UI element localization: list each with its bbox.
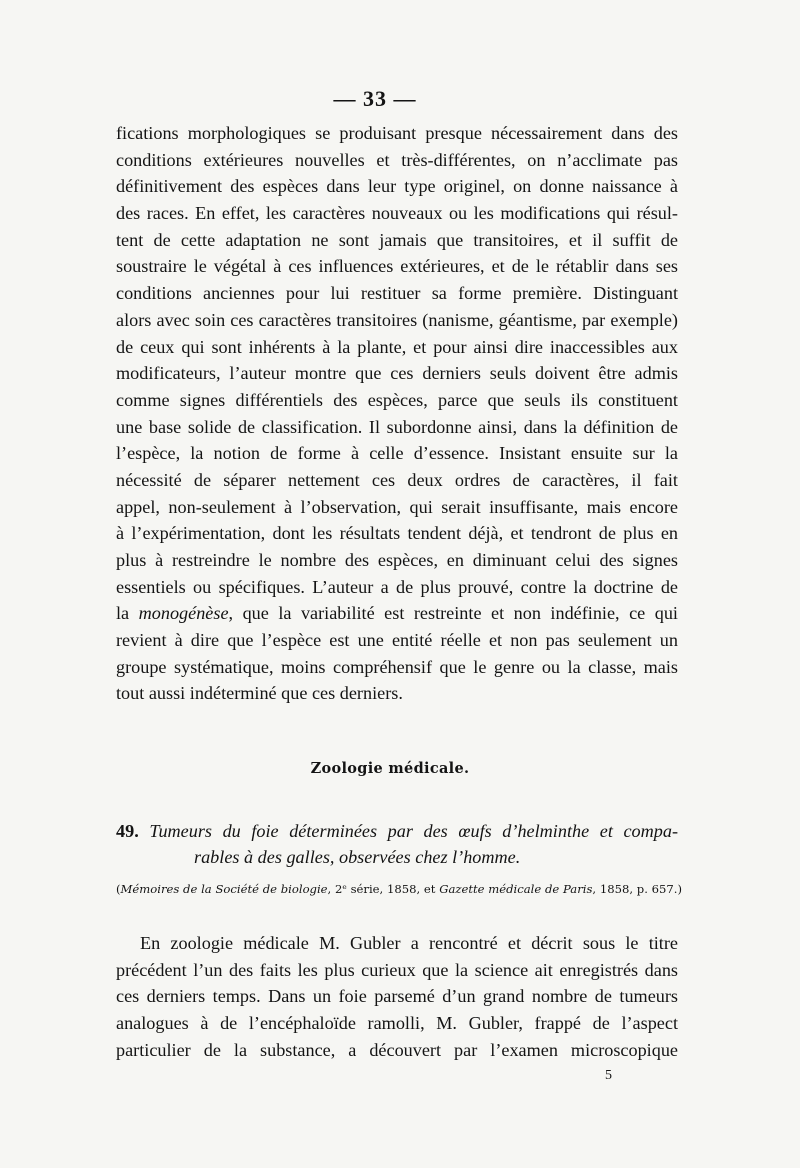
text-line: plus à restreindre le nombre des espèces, en diminuant celui des signes <box>116 550 678 570</box>
text-line: à l’expérimentation, dont les résultats tendent déjà, et tendront de plus en <box>116 523 678 544</box>
body-paragraph-2 <box>116 930 678 1063</box>
text-line: ces derniers temps. Dans un foie parsemé d’un grand nombre de tumeurs <box>116 986 678 1007</box>
italic-term: monogénèse <box>138 603 229 624</box>
text-line: définitivement des espèces dans leur type originel, on donne naissance à <box>116 176 678 197</box>
text-segment: la <box>116 603 139 624</box>
citation-source: Gazette médicale de Paris <box>439 882 593 896</box>
text-line: tout aussi indéterminé que ces derniers. <box>116 683 403 704</box>
text-line-with-italic <box>116 600 678 627</box>
citation-open: ( <box>116 882 121 896</box>
text-line: une base solide de classification. Il subordonne ainsi, dans la définition de <box>116 416 678 437</box>
entry-title-text: Tumeurs du foie déterminées par des œufs d’helminthe et compa- <box>149 821 679 841</box>
entry-number: 49. <box>116 821 139 841</box>
text-line: En zoologie médicale M. Gubler a rencontré et décrit sous le titre <box>140 933 678 953</box>
citation-text: , 2ᵉ série, 1858, et <box>327 882 440 896</box>
text-line: conditions anciennes pour lui restituer sa forme première. Distinguant <box>116 283 678 304</box>
page-number: — 33 — <box>333 86 417 111</box>
citation-source: Mémoires de la Société de biologie <box>120 882 328 896</box>
text-line: modificateurs, l’auteur montre que ces derniers seuls doivent être admis <box>116 363 678 384</box>
text-line: essentiels ou spécifiques. L’auteur a de plus prouvé, contre la doctrine de <box>116 576 678 597</box>
entry-title-line: rables à des galles, observées chez l’homme. <box>194 847 521 867</box>
text-line: l’espèce, la notion de forme à celle d’essence. Insistant ensuite sur la <box>116 443 678 464</box>
citation-text: , 1858, p. 657.) <box>592 882 682 896</box>
text-line: nécessité de séparer nettement ces deux ordres de caractères, il fait <box>116 469 678 490</box>
text-line: précédent l’un des faits les plus curieux que la science ait enregistrés dans <box>116 959 678 980</box>
entry-title-line <box>116 818 678 844</box>
text-line: soustraire le végétal à ces influences extérieures, et de le rétablir dans ses <box>116 256 678 277</box>
text-segment: , que la variabilité est restreinte et non indéfinie, ce qui <box>228 603 678 624</box>
text-line: appel, non-seulement à l’observation, qui serait insuffisante, mais encore <box>116 496 678 517</box>
text-line: groupe systématique, moins compréhensif que le genre ou la classe, mais <box>116 656 678 677</box>
text-line: de ceux qui sont inhérents à la plante, et pour ainsi dire inaccessibles aux <box>116 336 678 357</box>
text-line: particulier de la substance, a découvert par l’examen microscopique <box>116 1039 678 1060</box>
text-line: comme signes différentiels des espèces, parce que seuls ils constituent <box>116 389 678 410</box>
section-heading: Zoologie médicale. <box>310 760 470 777</box>
text-line: alors avec soin ces caractères transitoires (nanisme, géantisme, par exemple) <box>116 309 678 330</box>
signature-mark: 5 <box>605 1068 612 1083</box>
text-line: fications morphologiques se produisant presque nécessairement dans des <box>116 123 678 143</box>
text-line: conditions extérieures nouvelles et très-différentes, on n’acclimate pas <box>116 149 678 170</box>
text-line: revient à dire que l’espèce est une entité réelle et non pas seulement un <box>116 630 678 651</box>
entry-title <box>116 818 678 870</box>
text-line: des races. En effet, les caractères nouveaux ou les modifications qui résul- <box>116 203 678 224</box>
body-paragraph-1 <box>116 120 678 707</box>
text-line: analogues à de l’encéphaloïde ramolli, M. Gubler, frappé de l’aspect <box>116 1013 678 1034</box>
text-line: tent de cette adaptation ne sont jamais que transitoires, et il suffit de <box>116 229 678 250</box>
citation <box>116 882 682 896</box>
